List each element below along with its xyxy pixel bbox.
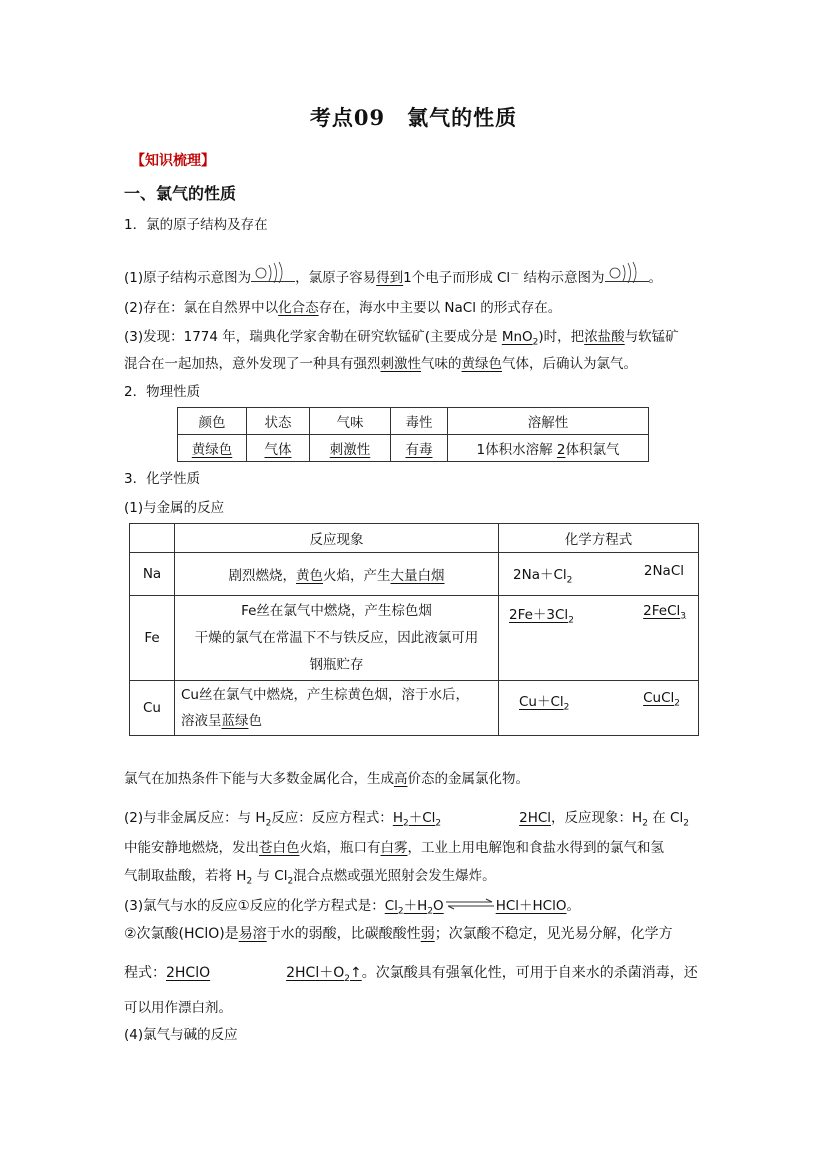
fe-ph3: 钢瓶贮存: [309, 656, 364, 673]
cu-ph2-a: 溶液呈: [181, 713, 222, 729]
s1-l3-e: 与软锰矿: [624, 329, 679, 345]
solubility-a: 1体积水溶解: [476, 442, 553, 458]
s1-l3-a: (3)发现：1774 年，瑞典化学家舍勒在研究软锰矿(主要成分是: [124, 329, 502, 345]
s1-l1-d: 1个电子而形成 Cl: [403, 270, 511, 286]
w1-a: (3)氯气与水的反应①反应的化学方程式是：: [124, 898, 385, 914]
w3-eq-r: 2HCl＋O: [286, 965, 345, 981]
fe-eq-left-sub: 2: [568, 615, 574, 626]
nonmetal-line3: [124, 864, 496, 887]
nm-a: (2)与非金属反应：与 H: [124, 810, 266, 826]
w1-eq: Cl: [384, 898, 398, 914]
nm-d: 在 Cl: [652, 810, 684, 826]
page-title: [0, 102, 827, 132]
s1-line4: [124, 352, 637, 372]
w2-c: 于水的弱酸，比碳酸酸性: [266, 926, 421, 942]
cu-equation: [499, 681, 699, 736]
header-cell: 状态: [247, 408, 310, 435]
s1-l4-d: 黄绿色: [461, 356, 502, 372]
nm2-a: 中能安静地燃烧，发出: [124, 840, 259, 856]
w1-eq-sub: 2: [397, 906, 404, 917]
nm-a-sub: 2: [265, 818, 272, 829]
solubility-b: 2: [556, 442, 566, 458]
w3-b: 。次氯酸具有强氧化性，可用于自来水的杀菌消毒，还: [361, 965, 698, 981]
metal-summary: [124, 767, 529, 787]
table-row: [178, 435, 649, 462]
summary-b: 高: [394, 771, 408, 787]
na-ph-a: 剧烈燃烧，: [228, 568, 296, 584]
na-phenomenon: [175, 553, 499, 596]
w1-eq2: ＋H: [403, 898, 428, 914]
w2-a: ②次氯酸(HClO)是: [124, 926, 239, 942]
fe-ph1: Fe丝在氯气中燃烧，产生棕色烟: [241, 602, 432, 619]
header-cell: 毒性: [391, 408, 448, 435]
toxicity-value: 有毒: [405, 442, 433, 458]
reversible-arrow-icon: [444, 898, 496, 910]
cl-atom-structure-icon: [255, 261, 289, 283]
na-eq-left: 2Na＋Cl: [513, 566, 567, 583]
w1-end: 。: [566, 898, 580, 914]
na-eq-left-sub: 2: [566, 575, 573, 586]
physical-properties-table: [177, 407, 649, 462]
s1-l3-b: MnO: [501, 329, 533, 345]
w3-eq-arrow: ↑: [349, 965, 362, 981]
w2-e: ；次氯酸不稳定，见光易分解，化学方: [434, 926, 673, 942]
w3-eq-l: 2HClO: [166, 965, 211, 981]
nm3-a-sub: 2: [246, 876, 253, 887]
nonmetal-line1: [124, 806, 689, 829]
metal-label: Cu: [130, 681, 175, 736]
w2-b: 易溶: [238, 926, 267, 942]
s1-l1-e: 结构示意图为: [523, 270, 605, 286]
nm2-c: 火焰，瓶口有: [299, 840, 381, 856]
nm-eq-r: 2HCl: [519, 810, 552, 826]
nm-eq-l-sub: 2: [402, 818, 409, 829]
header-cell: 反应现象: [175, 524, 499, 553]
nm-eq-l: H: [392, 810, 403, 826]
title-main: 氯气的性质: [407, 105, 518, 130]
fe-eq-right-sub: 3: [680, 611, 686, 622]
nonmetal-line2: [124, 836, 664, 856]
cu-eq-right: CuCl: [643, 690, 675, 706]
nm-c-sub: 2: [642, 818, 648, 829]
s1-l4-e: 气体，后确认为氯气。: [502, 356, 637, 372]
table-cell: [178, 435, 247, 462]
s1-l2-a: (2)存在：氯在自然界中以: [124, 300, 279, 316]
fe-equation: [499, 596, 699, 681]
header-cell: 颜色: [178, 408, 247, 435]
solubility-c: 体积氯气: [565, 442, 620, 458]
fe-eq-left: 2Fe＋3Cl: [509, 607, 569, 623]
s1-line2: [124, 296, 561, 316]
cl-ion-diagram-blank: [605, 281, 649, 282]
header-cell: [130, 524, 175, 553]
table-cell: [247, 435, 310, 462]
s3-sub1: (1)与金属的反应: [124, 500, 225, 516]
cu-phenomenon: [175, 681, 499, 736]
s2-title: 2．物理性质: [124, 384, 201, 400]
metal-label: Na: [130, 553, 175, 596]
nm-b: 反应：反应方程式：: [271, 810, 393, 826]
nm-c: ，反应现象：H: [551, 810, 643, 826]
table-cell: [391, 435, 448, 462]
color-value: 黄绿色: [191, 442, 233, 458]
s1-l4-a: 混合在一起加热，意外发现了一种具有强烈: [124, 356, 381, 372]
fe-ph2: 干燥的氯气在常温下不与铁反应，因此液氯可用: [194, 629, 479, 646]
summary-c: 价态的金属氯化物。: [407, 771, 529, 787]
nm2-e: ，工业上用电解饱和食盐水得到的氯气和氢: [407, 840, 664, 856]
nm3-a: 气制取盐酸，若将 H: [124, 868, 247, 884]
w2-d: 弱: [420, 926, 435, 942]
water-line1: [124, 894, 580, 917]
nm3-c: 混合点燃或强光照射会发生爆炸。: [293, 868, 496, 884]
water-line4: 可以用作漂白剂。: [124, 1000, 232, 1016]
table-row: [130, 596, 699, 681]
na-ph-b: 黄色: [296, 568, 323, 584]
s1-l2-b: 化合态: [278, 300, 319, 316]
water-line2: [124, 923, 673, 943]
s1-l1-a: (1)原子结构示意图为: [124, 270, 252, 286]
s1-l3-d: 浓盐酸: [584, 329, 625, 345]
fe-eq-right: 2FeCl: [643, 603, 681, 619]
w1-eq3: O: [433, 898, 444, 914]
table-header-row: [130, 524, 699, 553]
title-prefix: 考点09: [309, 105, 386, 130]
s1-l4-b: 刺激性: [380, 356, 421, 372]
cu-eq-left-sub: 2: [563, 702, 570, 713]
nm2-d: 白雾: [380, 840, 408, 856]
state-value: 气体: [264, 442, 292, 458]
s1-l1-b: ，氯原子容易: [295, 270, 377, 286]
metal-reactions-table: [129, 523, 699, 736]
w1-eq-r: HCl＋HClO: [495, 898, 567, 914]
na-equation: [499, 553, 699, 596]
water-line3: [124, 962, 698, 984]
nm-eq-l2: ＋Cl: [408, 810, 436, 826]
table-row: [130, 553, 699, 596]
cu-ph2-b: 蓝绿: [221, 713, 249, 729]
s1-title: 1．氯的原子结构及存在: [124, 217, 268, 233]
s1-l2-c: 存在，海水中主要以 NaCl 的形式存在。: [318, 300, 562, 316]
fe-phenomenon: [175, 596, 499, 681]
cu-ph2-c: 色: [248, 713, 262, 729]
table-header-row: [178, 408, 649, 435]
s1-l3-c: )时，把: [538, 329, 585, 345]
header-cell: 气味: [310, 408, 391, 435]
cu-eq-right-sub: 2: [674, 698, 680, 709]
cu-eq-left: Cu＋Cl: [519, 694, 564, 710]
nm-eq-l2-sub: 2: [435, 818, 442, 829]
na-ph-c: 火焰，产生: [323, 568, 391, 584]
w1-eq2-sub: 2: [427, 906, 434, 917]
header-cell: 溶解性: [448, 408, 649, 435]
table-cell: [448, 435, 649, 462]
section-tag: 【知识梳理】: [131, 153, 215, 169]
table-cell: [310, 435, 391, 462]
cl-atom-diagram-blank: [251, 281, 295, 282]
odor-value: 刺激性: [329, 442, 371, 458]
s1-line1: (1)原子结构示意图为 ，氯原子容易得到1个电子而形成 Cl－ 结构示意图为 。: [124, 266, 662, 286]
metal-label: Fe: [130, 596, 175, 681]
base-reaction-title: (4)氯气与碱的反应: [124, 1027, 238, 1043]
w3-eq-r-sub: 2: [344, 973, 350, 984]
s1-l1-f: 。: [648, 270, 662, 286]
na-ph-d: 大量白烟: [390, 568, 445, 584]
header-cell: 化学方程式: [499, 524, 699, 553]
section-heading: 一、氯气的性质: [124, 184, 237, 203]
nm3-b: 与 Cl: [256, 868, 288, 884]
s1-l3-b-sub: 2: [532, 337, 539, 348]
nm3-b-sub: 2: [287, 876, 294, 887]
w3-a: 程式：: [124, 965, 166, 981]
s1-l1-c: 得到: [376, 270, 404, 286]
table-row: [130, 681, 699, 736]
nm-d-sub: 2: [683, 818, 689, 829]
s3-title: 3．化学性质: [124, 471, 201, 487]
na-eq-right: 2NaCl: [643, 562, 684, 579]
nm2-b: 苍白色: [259, 840, 300, 856]
s1-l4-c: 气味的: [421, 356, 462, 372]
summary-a: 氯气在加热条件下能与大多数金属化合，生成: [124, 771, 394, 787]
s1-line3: [124, 325, 679, 348]
cu-ph1: Cu丝在氯气中燃烧，产生棕黄色烟，溶于水后，: [181, 687, 469, 703]
cl-ion-structure-icon: [609, 261, 643, 283]
